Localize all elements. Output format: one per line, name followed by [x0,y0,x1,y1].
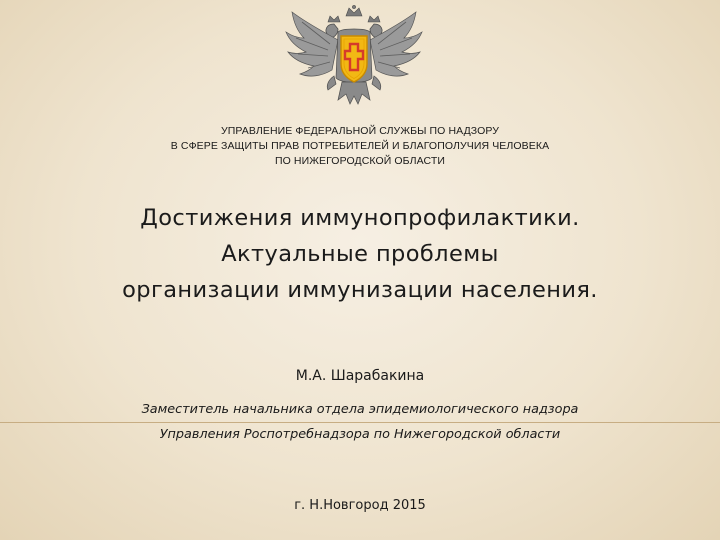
position-line: Управления Роспотребнадзора по Нижегородской области [159,427,561,442]
title-line: Достижения иммунопрофилактики. [140,205,580,231]
agency-line: ПО НИЖЕГОРОДСКОЙ ОБЛАСТИ [274,155,446,167]
presentation-title [60,200,660,308]
agency-header [100,124,620,169]
crown-icon [328,5,380,22]
author-name: М.А. Шарабакина [295,368,425,384]
title-line: организации иммунизации населения. [122,277,598,303]
agency-line: УПРАВЛЕНИЕ ФЕДЕРАЛЬНОЙ СЛУЖБЫ ПО НАДЗОРУ [220,125,500,137]
place-and-date: г. Н.Новгород 2015 [294,498,426,513]
rospotrebnadzor-emblem-icon [268,4,440,112]
position-line: Заместитель начальника отдела эпидемиологического надзора [141,402,579,417]
horizontal-divider [0,422,720,423]
title-line: Актуальные проблемы [221,241,499,267]
agency-line: В СФЕРЕ ЗАЩИТЫ ПРАВ ПОТРЕБИТЕЛЕЙ И БЛАГОПОЛУЧИЯ ЧЕЛОВЕКА [170,140,550,152]
